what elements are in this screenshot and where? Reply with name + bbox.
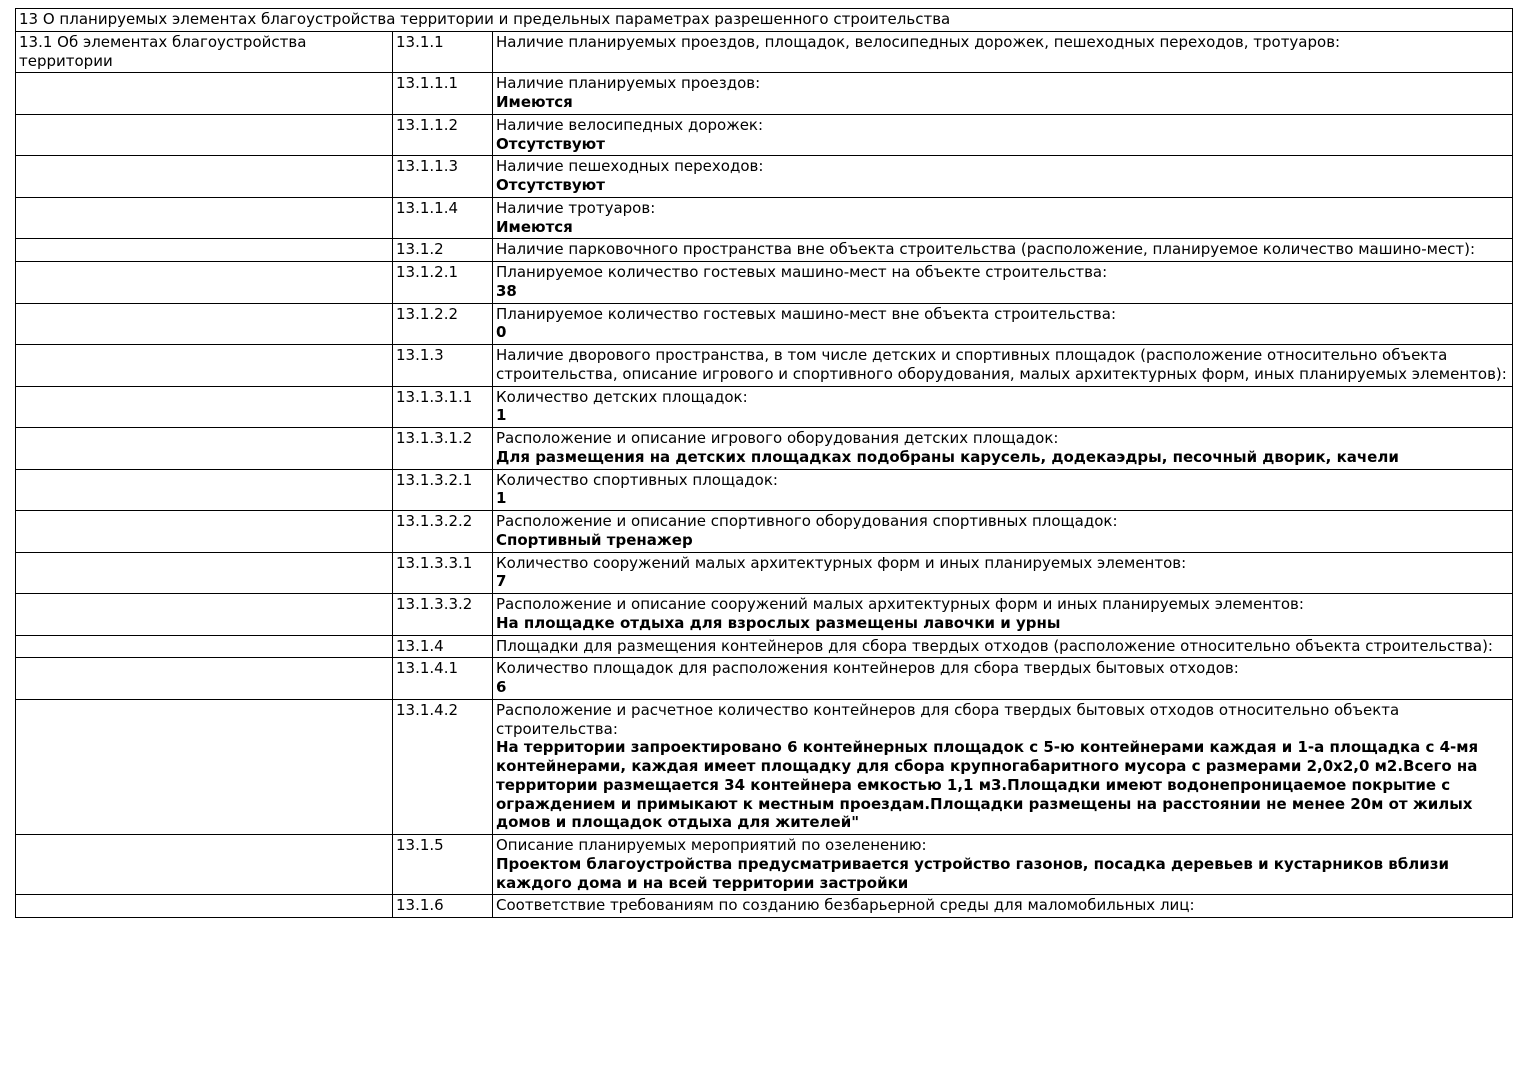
row-value: На площадке отдыха для взрослых размещены лавочки и урны [496,613,1061,632]
group-cell [16,835,393,895]
row-content [493,239,1513,262]
table-row [16,658,1513,700]
table-row [16,511,1513,553]
row-label: Количество площадок для расположения контейнеров для сбора твердых бытовых отходов: [496,659,1239,678]
group-cell [16,262,393,304]
row-code: 13.1.5 [393,835,493,895]
row-content [493,428,1513,470]
row-label: Расположение и описание спортивного оборудования спортивных площадок: [496,512,1118,530]
row-value: 7 [496,572,507,591]
group-cell [16,239,393,262]
group-cell [16,156,393,198]
row-value: Для размещения на детских площадках подобраны карусель, додекаэдры, песочный дворик, качели [496,447,1399,466]
table-row [16,345,1513,387]
row-value: 1 [496,489,507,508]
group-cell [16,895,393,918]
group-cell [16,345,393,387]
row-code: 13.1.3.1.2 [393,428,493,470]
row-label: Планируемое количество гостевых машино-мест на объекте строительства: [496,263,1108,281]
row-value: Отсутствуют [496,176,605,194]
row-code: 13.1.1.2 [393,114,493,156]
row-content [493,895,1513,918]
row-code: 13.1.2.1 [393,262,493,304]
group-cell [16,197,393,239]
group-cell [16,594,393,636]
group-cell: 13.1 Об элементах благоустройства территории [16,31,393,73]
row-value: На территории запроектировано 6 контейнерных площадок с 5-ю контейнерами каждая и 1-а площадка с 4-мя контейнерами, каждая имеет площадку для сбора крупногабаритного мусора с размерами 2,0х2,0 м2.Всего на территории размещается 34 контейнера емкостью 1,1 м3.Площадки имеют водонепроницаемое покрытие с ограждением и примыкают к местным проездам.Площадки размещены на расстоянии не менее 20м от жилых домов и площадок отдыха для жителей" [496,738,1479,832]
group-cell [16,303,393,345]
row-code: 13.1.1.4 [393,197,493,239]
table-row [16,635,1513,658]
group-cell [16,658,393,700]
row-label: Наличие тротуаров: [496,198,656,217]
row-content [493,303,1513,345]
row-label: Наличие пешеходных переходов: [496,157,764,176]
row-label: Площадки для размещения контейнеров для сбора твердых отходов (расположение относительно объекта строительства): [496,636,1493,655]
row-code: 13.1.4 [393,635,493,658]
row-value: 6 [496,678,507,696]
table-row [16,239,1513,262]
section-header: 13 О планируемых элементах благоустройства территории и предельных параметрах разрешенного строительства [16,9,1513,32]
row-content [493,386,1513,428]
table-row [16,197,1513,239]
table-row [16,699,1513,834]
row-value: Спортивный тренажер [496,530,693,549]
row-label: Описание планируемых мероприятий по озеленению: [496,836,927,854]
row-label: Расположение и расчетное количество контейнеров для сбора твердых бытовых отходов относительно объекта строительства: [496,700,1400,738]
group-cell [16,552,393,594]
group-cell [16,428,393,470]
row-code: 13.1.1.3 [393,156,493,198]
section-header-row [16,9,1513,32]
row-content [493,594,1513,636]
row-code: 13.1.2 [393,239,493,262]
declaration-table [15,8,1513,918]
row-label: Соответствие требованиям по созданию безбарьерной среды для маломобильных лиц: [496,896,1195,915]
row-content [493,31,1513,73]
table-row [16,73,1513,115]
group-cell [16,386,393,428]
table-row [16,156,1513,198]
row-content [493,73,1513,115]
row-code: 13.1.3.2.1 [393,469,493,511]
table-row [16,469,1513,511]
row-label: Расположение и описание игрового оборудования детских площадок: [496,429,1059,447]
row-value: 1 [496,406,507,425]
group-cell [16,114,393,156]
table-row [16,895,1513,918]
row-value: 38 [496,281,517,300]
row-value: Проектом благоустройства предусматривается устройство газонов, посадка деревьев и кустарников вблизи каждого дома и на всей территории застройки [496,854,1449,892]
row-content [493,835,1513,895]
row-content [493,552,1513,594]
table-row [16,114,1513,156]
table-row [16,552,1513,594]
row-value: Отсутствуют [496,134,605,153]
table-row [16,428,1513,470]
row-label: Наличие планируемых проездов: [496,74,761,93]
table-row [16,835,1513,895]
row-code: 13.1.3.1.1 [393,386,493,428]
row-content [493,511,1513,553]
group-cell [16,73,393,115]
row-content [493,658,1513,700]
row-label: Наличие парковочного пространства вне объекта строительства (расположение, планируемое количество машино-мест): [496,240,1476,259]
row-code: 13.1.3 [393,345,493,387]
row-label: Количество спортивных площадок: [496,470,778,489]
table-row [16,386,1513,428]
row-content [493,469,1513,511]
row-label: Расположение и описание сооружений малых архитектурных форм и иных планируемых элементов: [496,595,1304,613]
row-value: Имеются [496,93,573,111]
row-label: Количество детских площадок: [496,387,748,406]
table-row [16,594,1513,636]
row-value: Имеются [496,217,573,236]
row-label: Наличие планируемых проездов, площадок, велосипедных дорожек, пешеходных переходов, тротуаров: [496,32,1341,51]
row-content [493,114,1513,156]
row-code: 13.1.1.1 [393,73,493,115]
row-code: 13.1.3.3.2 [393,594,493,636]
row-code: 13.1.4.2 [393,699,493,834]
group-cell [16,699,393,834]
row-content [493,156,1513,198]
row-value: 0 [496,323,507,342]
row-content [493,699,1513,834]
row-content [493,345,1513,387]
table-row [16,303,1513,345]
row-code: 13.1.2.2 [393,303,493,345]
table-row [16,262,1513,304]
group-cell [16,511,393,553]
row-label: Планируемое количество гостевых машино-мест вне объекта строительства: [496,304,1116,323]
row-code: 13.1.4.1 [393,658,493,700]
row-content [493,635,1513,658]
row-label: Количество сооружений малых архитектурных форм и иных планируемых элементов: [496,553,1187,572]
row-content [493,197,1513,239]
table-row [16,31,1513,73]
row-code: 13.1.6 [393,895,493,918]
group-cell [16,469,393,511]
row-code: 13.1.3.2.2 [393,511,493,553]
row-code: 13.1.1 [393,31,493,73]
row-label: Наличие велосипедных дорожек: [496,115,764,134]
row-label: Наличие дворового пространства, в том числе детских и спортивных площадок (расположение относительно объекта строительства, описание игрового и спортивного оборудования, малых архитектурных форм, иных планируемых элементов): [496,346,1507,383]
group-cell [16,635,393,658]
row-content [493,262,1513,304]
row-code: 13.1.3.3.1 [393,552,493,594]
